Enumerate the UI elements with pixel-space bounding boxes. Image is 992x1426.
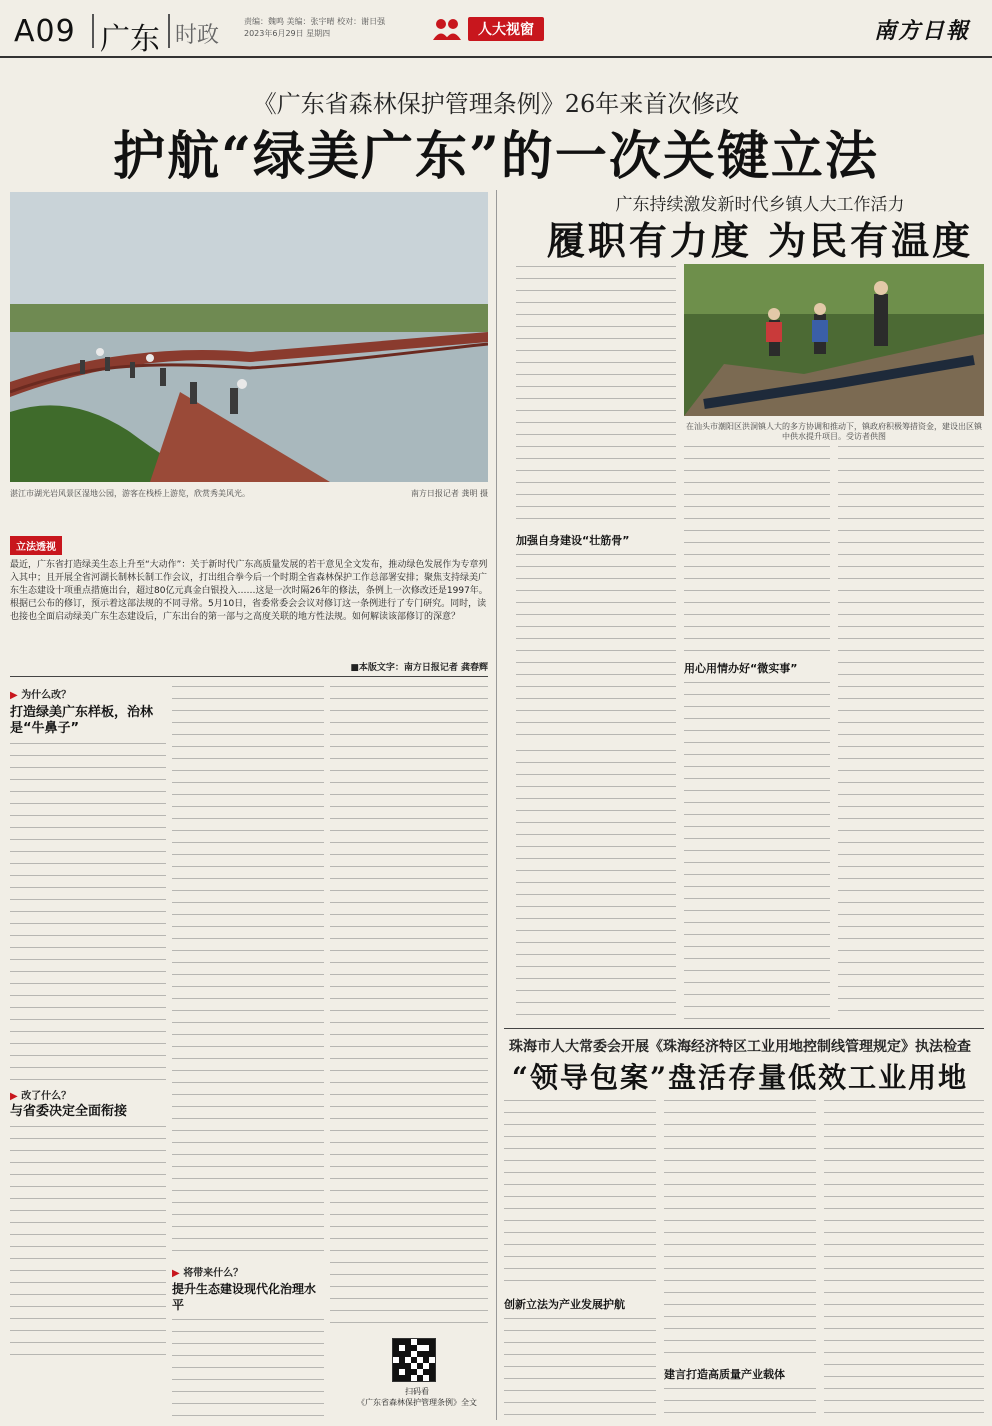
page-number: A09	[14, 14, 76, 49]
story2-subhead: 用心用情办好“微实事”	[684, 662, 798, 675]
body-text	[664, 1388, 816, 1424]
body-text	[824, 1100, 984, 1418]
credits-line: 责编：魏鸣 美编：张宇晴 校对：谢日强	[244, 17, 386, 26]
subhead-question: ▶ 改了什么？	[10, 1091, 72, 1102]
photo1-caption-row	[10, 488, 488, 499]
body-text	[664, 1100, 816, 1360]
subhead-answer: 与省委决定全面衔接	[10, 1104, 128, 1119]
body-text	[684, 682, 830, 1022]
wetland-boardwalk-photo	[10, 192, 488, 482]
channel-tag: 人大视窗	[468, 17, 544, 41]
qr-caption	[352, 1386, 482, 1408]
body-text	[10, 743, 166, 1083]
story1-col3	[330, 686, 488, 1326]
qr-caption-line2: 《广东省森林保护管理条例》全文	[357, 1398, 477, 1407]
photo1-credit: 南方日报记者 龚明 摄	[410, 489, 488, 498]
story1-col2	[172, 686, 324, 1426]
masthead-divider	[92, 14, 94, 48]
story2-subhead: 加强自身建设“壮筋骨”	[516, 534, 630, 547]
qr-code[interactable]	[392, 1338, 436, 1382]
body-text	[516, 266, 676, 524]
channel-label	[432, 14, 544, 44]
section-name: 广东	[100, 22, 160, 57]
q3-text: 将带来什么？	[183, 1268, 244, 1279]
column-rule	[496, 190, 497, 1420]
body-text	[838, 446, 984, 1018]
story1-col1	[10, 686, 166, 1366]
qr-caption-line1: 扫码看	[405, 1387, 429, 1396]
masthead-credits	[244, 16, 385, 40]
story3-subhead: 建言打造高质量产业载体	[664, 1368, 785, 1381]
body-text	[10, 1126, 166, 1366]
story3-subhead: 创新立法为产业发展护航	[504, 1298, 625, 1311]
subhead-question: ▶ 将带来什么？	[172, 1268, 244, 1279]
story3-kicker: 珠海市人大常委会开展《珠海经济特区工业用地控制线管理规定》执法检查	[509, 1039, 971, 1055]
subhead-question: ▶ 为什么改？	[10, 690, 72, 701]
body-text	[684, 446, 830, 654]
story3-col1	[504, 1100, 656, 1418]
q1-text: 为什么改？	[21, 690, 72, 701]
body-text	[330, 686, 488, 1326]
story3-headline: “领导包案”盘活存量低效工业用地	[511, 1061, 969, 1094]
story1-byline: ■本版文字：南方日报记者 龚春辉	[350, 663, 488, 673]
body-text	[172, 686, 324, 1256]
story2-col2	[684, 446, 830, 1022]
masthead-divider	[168, 14, 170, 48]
section-divider	[10, 676, 488, 677]
body-text	[504, 1100, 656, 1290]
date-line: 2023年6月29日 星期四	[244, 29, 331, 38]
subhead-answer: 提升生态建设现代化治理水平	[172, 1282, 317, 1312]
story1-kicker: 《广东省森林保护管理条例》26年来首次修改	[252, 90, 740, 118]
section-divider	[504, 1028, 984, 1029]
photo2-caption: 在汕头市潮阳区洪洞镇人大的多方协调和推动下，镇政府积极筹措资金，建设出区镇中供水提升项目。受访者供图	[686, 422, 982, 441]
body-text	[516, 750, 676, 1018]
story2-headline: 履职有力度 为民有温度	[546, 218, 974, 263]
story2-kicker: 广东持续激发新时代乡镇人大工作活力	[615, 195, 905, 215]
story1-headline: 护航“绿美广东”的一次关键立法	[113, 126, 879, 187]
subhead-answer: 打造绿美广东样板，治林是“牛鼻子”	[10, 705, 154, 736]
body-text	[172, 1319, 324, 1426]
q2-text: 改了什么？	[21, 1091, 72, 1102]
water-pipe-photo	[684, 264, 984, 416]
story2-col3	[838, 446, 984, 1018]
body-text	[516, 554, 676, 744]
lead-tag: 立法透视	[10, 536, 62, 555]
story3-col2	[664, 1100, 816, 1424]
people-icon	[432, 17, 462, 41]
story2-col1b	[516, 750, 676, 1018]
story1-lead	[10, 535, 488, 650]
newspaper-logo: 南方日報	[873, 18, 970, 44]
photo1-caption: 湛江市湖光岩风景区湿地公园，游客在栈桥上游览，欣赏秀美风光。	[10, 489, 250, 498]
body-text	[504, 1318, 656, 1418]
lead-text: 最近，广东省打造绿美生态上升至“大动作”：关于新时代广东高质量发展的若干意见全文发布，推动绿色发展作为专章列入其中；且开展全省河湖长制林长制工作会议，打出组合拳今后一个时期全省森林保护工作总部署安排；聚焦支持绿美广东生态建设十项重点措施出台，超过80亿元真金白银投入……这是一次时隔26年的修法，条例上一次修改还是1997年。根据已公布的修订，预示着这部法规的不同寻常。5月10日，省委常委会会议对修订这一条例进行了专门研究。同时，读也接也全面启动绿美广东生态建设后，广东出台的第一部与之高度关联的地方性法规。如何解读该部修订的深意？	[10, 560, 488, 622]
story2-col1a	[516, 266, 676, 744]
story3-col3	[824, 1100, 984, 1418]
subsection-name: 时政	[175, 23, 220, 48]
